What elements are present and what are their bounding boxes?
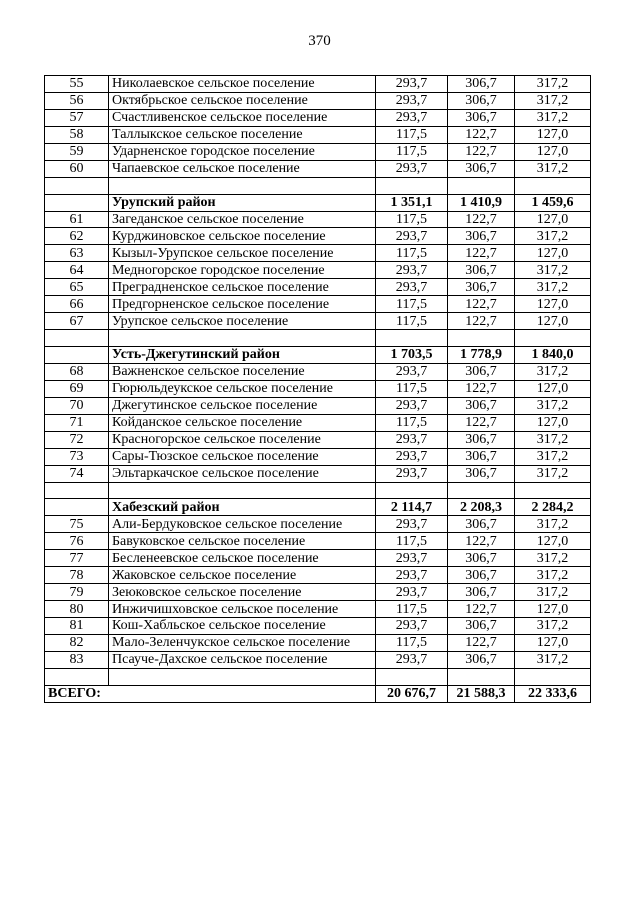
value-year-1: 117,5 bbox=[376, 601, 448, 618]
settlement-name: Усть-Джегутинский район bbox=[109, 347, 376, 364]
value-year-3: 317,2 bbox=[515, 584, 591, 601]
value-year-2: 306,7 bbox=[448, 651, 515, 668]
value-year-1: 293,7 bbox=[376, 92, 448, 109]
value-year-2: 1 778,9 bbox=[448, 347, 515, 364]
row-number: 66 bbox=[45, 296, 109, 313]
value-year-2: 306,7 bbox=[448, 550, 515, 567]
total-value-year-1: 20 676,7 bbox=[376, 685, 448, 702]
table-row bbox=[45, 516, 591, 533]
empty-cell bbox=[109, 482, 376, 499]
table-row bbox=[45, 618, 591, 635]
value-year-1: 293,7 bbox=[376, 76, 448, 93]
value-year-2: 306,7 bbox=[448, 363, 515, 380]
settlement-name: Урупский район bbox=[109, 194, 376, 211]
table-row bbox=[45, 448, 591, 465]
settlement-name: Октябрьское сельское поселение bbox=[109, 92, 376, 109]
settlement-name: Жаковское сельское поселение bbox=[109, 567, 376, 584]
settlement-name: Чапаевское сельское поселение bbox=[109, 160, 376, 177]
value-year-3: 127,0 bbox=[515, 380, 591, 397]
empty-cell bbox=[448, 330, 515, 347]
value-year-2: 122,7 bbox=[448, 245, 515, 262]
row-number: 80 bbox=[45, 601, 109, 618]
settlement-name: Мало-Зеленчукское сельское поселение bbox=[109, 634, 376, 651]
settlement-name: Красногорское сельское поселение bbox=[109, 431, 376, 448]
value-year-2: 306,7 bbox=[448, 431, 515, 448]
table-row bbox=[45, 431, 591, 448]
value-year-1: 293,7 bbox=[376, 516, 448, 533]
settlement-name: Сары-Тюзское сельское поселение bbox=[109, 448, 376, 465]
value-year-3: 127,0 bbox=[515, 296, 591, 313]
value-year-1: 293,7 bbox=[376, 465, 448, 482]
value-year-2: 306,7 bbox=[448, 262, 515, 279]
value-year-1: 1 351,1 bbox=[376, 194, 448, 211]
empty-cell bbox=[515, 668, 591, 685]
total-value-year-2: 21 588,3 bbox=[448, 685, 515, 702]
empty-cell bbox=[448, 177, 515, 194]
value-year-3: 317,2 bbox=[515, 76, 591, 93]
total-value-year-3: 22 333,6 bbox=[515, 685, 591, 702]
value-year-3: 127,0 bbox=[515, 245, 591, 262]
value-year-1: 117,5 bbox=[376, 533, 448, 550]
row-number: 75 bbox=[45, 516, 109, 533]
value-year-1: 117,5 bbox=[376, 296, 448, 313]
row-number: 61 bbox=[45, 211, 109, 228]
empty-cell bbox=[515, 330, 591, 347]
value-year-2: 122,7 bbox=[448, 296, 515, 313]
blank-row bbox=[45, 668, 591, 685]
empty-cell bbox=[109, 177, 376, 194]
table-row bbox=[45, 262, 591, 279]
row-number: 63 bbox=[45, 245, 109, 262]
value-year-1: 293,7 bbox=[376, 618, 448, 635]
table-row bbox=[45, 160, 591, 177]
value-year-1: 117,5 bbox=[376, 245, 448, 262]
value-year-3: 317,2 bbox=[515, 448, 591, 465]
value-year-3: 317,2 bbox=[515, 651, 591, 668]
table-row bbox=[45, 228, 591, 245]
settlement-name: Бавуковское сельское поселение bbox=[109, 533, 376, 550]
value-year-2: 122,7 bbox=[448, 634, 515, 651]
value-year-3: 127,0 bbox=[515, 634, 591, 651]
table-row bbox=[45, 584, 591, 601]
row-number: 68 bbox=[45, 363, 109, 380]
settlement-name: Псауче-Дахское сельское поселение bbox=[109, 651, 376, 668]
table-row bbox=[45, 567, 591, 584]
value-year-1: 117,5 bbox=[376, 126, 448, 143]
value-year-1: 1 703,5 bbox=[376, 347, 448, 364]
value-year-1: 117,5 bbox=[376, 143, 448, 160]
settlement-name: Койданское сельское поселение bbox=[109, 414, 376, 431]
value-year-3: 317,2 bbox=[515, 516, 591, 533]
settlement-name: Хабезский район bbox=[109, 499, 376, 516]
table-row bbox=[45, 414, 591, 431]
row-number: 59 bbox=[45, 143, 109, 160]
settlement-name: Эльтаркачское сельское поселение bbox=[109, 465, 376, 482]
value-year-1: 293,7 bbox=[376, 550, 448, 567]
value-year-2: 306,7 bbox=[448, 160, 515, 177]
value-year-3: 1 840,0 bbox=[515, 347, 591, 364]
row-number: 81 bbox=[45, 618, 109, 635]
district-row bbox=[45, 347, 591, 364]
table-row bbox=[45, 126, 591, 143]
table-row bbox=[45, 397, 591, 414]
settlement-name: Кызыл-Урупское сельское поселение bbox=[109, 245, 376, 262]
value-year-1: 293,7 bbox=[376, 397, 448, 414]
value-year-1: 293,7 bbox=[376, 262, 448, 279]
empty-cell bbox=[45, 482, 109, 499]
row-number: 79 bbox=[45, 584, 109, 601]
table-row bbox=[45, 313, 591, 330]
empty-cell bbox=[376, 668, 448, 685]
row-number: 55 bbox=[45, 76, 109, 93]
table-row bbox=[45, 296, 591, 313]
value-year-1: 293,7 bbox=[376, 431, 448, 448]
value-year-3: 317,2 bbox=[515, 262, 591, 279]
settlement-name: Таллыкское сельское поселение bbox=[109, 126, 376, 143]
value-year-3: 317,2 bbox=[515, 465, 591, 482]
table-row bbox=[45, 211, 591, 228]
value-year-2: 306,7 bbox=[448, 76, 515, 93]
value-year-3: 2 284,2 bbox=[515, 499, 591, 516]
value-year-3: 127,0 bbox=[515, 533, 591, 550]
value-year-2: 122,7 bbox=[448, 143, 515, 160]
row-number: 65 bbox=[45, 279, 109, 296]
value-year-1: 2 114,7 bbox=[376, 499, 448, 516]
allocation-table bbox=[44, 75, 591, 703]
settlement-name: Преградненское сельское поселение bbox=[109, 279, 376, 296]
blank-row bbox=[45, 177, 591, 194]
total-row bbox=[45, 685, 591, 702]
empty-cell bbox=[45, 177, 109, 194]
value-year-2: 122,7 bbox=[448, 211, 515, 228]
value-year-2: 306,7 bbox=[448, 397, 515, 414]
empty-cell bbox=[45, 668, 109, 685]
table-row bbox=[45, 651, 591, 668]
empty-cell bbox=[45, 330, 109, 347]
table-row bbox=[45, 465, 591, 482]
table-row bbox=[45, 92, 591, 109]
table-row bbox=[45, 533, 591, 550]
value-year-2: 122,7 bbox=[448, 414, 515, 431]
value-year-3: 127,0 bbox=[515, 313, 591, 330]
table-row bbox=[45, 109, 591, 126]
value-year-3: 317,2 bbox=[515, 550, 591, 567]
settlement-name: Гюрюльдеукское сельское поселение bbox=[109, 380, 376, 397]
value-year-3: 317,2 bbox=[515, 618, 591, 635]
settlement-name: Инжичишховское сельское поселение bbox=[109, 601, 376, 618]
settlement-name: Кош-Хабльское сельское поселение bbox=[109, 618, 376, 635]
table-body bbox=[45, 76, 591, 703]
value-year-2: 122,7 bbox=[448, 601, 515, 618]
settlement-name: Джегутинское сельское поселение bbox=[109, 397, 376, 414]
value-year-2: 306,7 bbox=[448, 92, 515, 109]
value-year-2: 122,7 bbox=[448, 126, 515, 143]
table-row bbox=[45, 380, 591, 397]
settlement-name: Николаевское сельское поселение bbox=[109, 76, 376, 93]
row-number: 72 bbox=[45, 431, 109, 448]
value-year-3: 127,0 bbox=[515, 414, 591, 431]
value-year-3: 317,2 bbox=[515, 160, 591, 177]
row-number: 64 bbox=[45, 262, 109, 279]
value-year-2: 306,7 bbox=[448, 465, 515, 482]
row-number: 74 bbox=[45, 465, 109, 482]
row-number: 77 bbox=[45, 550, 109, 567]
table-row bbox=[45, 245, 591, 262]
value-year-2: 122,7 bbox=[448, 533, 515, 550]
value-year-1: 117,5 bbox=[376, 380, 448, 397]
row-number: 76 bbox=[45, 533, 109, 550]
settlement-name: Медногорское городское поселение bbox=[109, 262, 376, 279]
value-year-1: 293,7 bbox=[376, 584, 448, 601]
row-number: 69 bbox=[45, 380, 109, 397]
value-year-1: 117,5 bbox=[376, 634, 448, 651]
settlement-name: Предгорненское сельское поселение bbox=[109, 296, 376, 313]
value-year-1: 293,7 bbox=[376, 279, 448, 296]
district-row bbox=[45, 194, 591, 211]
row-number: 73 bbox=[45, 448, 109, 465]
empty-cell bbox=[376, 482, 448, 499]
value-year-3: 317,2 bbox=[515, 92, 591, 109]
value-year-2: 122,7 bbox=[448, 313, 515, 330]
district-row bbox=[45, 499, 591, 516]
value-year-1: 293,7 bbox=[376, 567, 448, 584]
row-number: 67 bbox=[45, 313, 109, 330]
value-year-3: 127,0 bbox=[515, 601, 591, 618]
value-year-1: 293,7 bbox=[376, 448, 448, 465]
empty-cell bbox=[515, 177, 591, 194]
settlement-name: Бесленеевское сельское поселение bbox=[109, 550, 376, 567]
blank-row bbox=[45, 330, 591, 347]
value-year-2: 2 208,3 bbox=[448, 499, 515, 516]
value-year-3: 317,2 bbox=[515, 363, 591, 380]
row-number: 57 bbox=[45, 109, 109, 126]
value-year-2: 306,7 bbox=[448, 448, 515, 465]
value-year-3: 317,2 bbox=[515, 228, 591, 245]
total-label: ВСЕГО: bbox=[45, 685, 376, 702]
settlement-name: Важненское сельское поселение bbox=[109, 363, 376, 380]
table-row bbox=[45, 634, 591, 651]
value-year-3: 127,0 bbox=[515, 211, 591, 228]
table-row bbox=[45, 550, 591, 567]
value-year-1: 293,7 bbox=[376, 363, 448, 380]
settlement-name: Ударненское городское поселение bbox=[109, 143, 376, 160]
table-row bbox=[45, 279, 591, 296]
table-row bbox=[45, 76, 591, 93]
value-year-3: 317,2 bbox=[515, 109, 591, 126]
row-number: 70 bbox=[45, 397, 109, 414]
row-number: 82 bbox=[45, 634, 109, 651]
value-year-2: 306,7 bbox=[448, 567, 515, 584]
value-year-3: 317,2 bbox=[515, 431, 591, 448]
value-year-2: 306,7 bbox=[448, 618, 515, 635]
settlement-name: Урупское сельское поселение bbox=[109, 313, 376, 330]
blank-row bbox=[45, 482, 591, 499]
empty-cell bbox=[515, 482, 591, 499]
row-number bbox=[45, 499, 109, 516]
row-number: 78 bbox=[45, 567, 109, 584]
value-year-2: 1 410,9 bbox=[448, 194, 515, 211]
value-year-1: 293,7 bbox=[376, 228, 448, 245]
value-year-3: 127,0 bbox=[515, 126, 591, 143]
settlement-name: Счастливенское сельское поселение bbox=[109, 109, 376, 126]
value-year-1: 293,7 bbox=[376, 651, 448, 668]
value-year-1: 117,5 bbox=[376, 211, 448, 228]
empty-cell bbox=[448, 482, 515, 499]
row-number: 56 bbox=[45, 92, 109, 109]
table-row bbox=[45, 143, 591, 160]
value-year-3: 127,0 bbox=[515, 143, 591, 160]
settlement-name: Загеданское сельское поселение bbox=[109, 211, 376, 228]
table-row bbox=[45, 363, 591, 380]
empty-cell bbox=[109, 668, 376, 685]
value-year-1: 293,7 bbox=[376, 109, 448, 126]
settlement-name: Али-Бердуковское сельское поселение bbox=[109, 516, 376, 533]
value-year-1: 117,5 bbox=[376, 414, 448, 431]
row-number: 62 bbox=[45, 228, 109, 245]
value-year-2: 122,7 bbox=[448, 380, 515, 397]
row-number: 60 bbox=[45, 160, 109, 177]
settlement-name: Зеюковское сельское поселение bbox=[109, 584, 376, 601]
value-year-2: 306,7 bbox=[448, 228, 515, 245]
value-year-3: 317,2 bbox=[515, 397, 591, 414]
value-year-2: 306,7 bbox=[448, 279, 515, 296]
row-number: 71 bbox=[45, 414, 109, 431]
value-year-1: 293,7 bbox=[376, 160, 448, 177]
row-number: 58 bbox=[45, 126, 109, 143]
row-number bbox=[45, 194, 109, 211]
value-year-3: 1 459,6 bbox=[515, 194, 591, 211]
value-year-3: 317,2 bbox=[515, 567, 591, 584]
page-number: 370 bbox=[308, 33, 331, 49]
value-year-2: 306,7 bbox=[448, 109, 515, 126]
row-number: 83 bbox=[45, 651, 109, 668]
empty-cell bbox=[376, 330, 448, 347]
row-number bbox=[45, 347, 109, 364]
value-year-1: 117,5 bbox=[376, 313, 448, 330]
empty-cell bbox=[448, 668, 515, 685]
empty-cell bbox=[376, 177, 448, 194]
settlement-name: Курджиновское сельское поселение bbox=[109, 228, 376, 245]
table-row bbox=[45, 601, 591, 618]
empty-cell bbox=[109, 330, 376, 347]
value-year-3: 317,2 bbox=[515, 279, 591, 296]
value-year-2: 306,7 bbox=[448, 584, 515, 601]
value-year-2: 306,7 bbox=[448, 516, 515, 533]
